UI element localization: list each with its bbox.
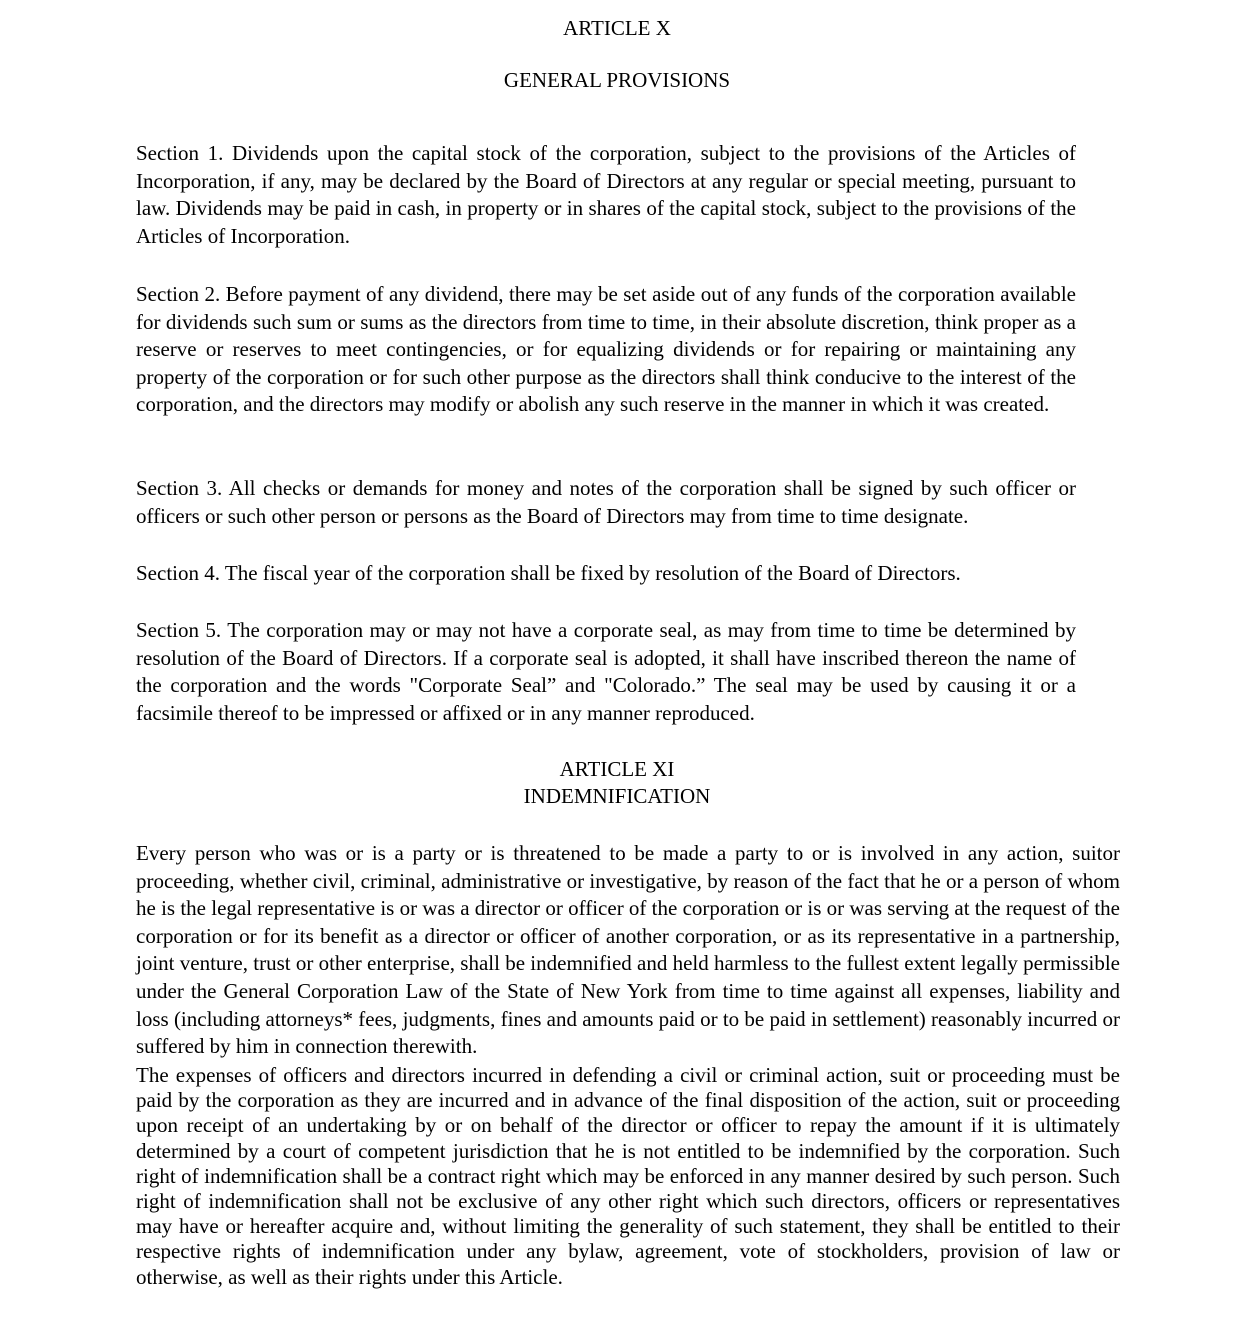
- section-4-paragraph: Section 4. The fiscal year of the corporation shall be fixed by resolution of the Board of Directors.: [136, 561, 961, 585]
- section-2-paragraph: Section 2. Before payment of any dividend, there may be set aside out of any funds of the corporation available for dividends such sum or sums as the directors from time to time, in their absolute discretion, think proper as a reserve or reserves to meet contingencies, or for equalizing dividends or for repairing or maintaining any property of the corporation or for such other purpose as the directors shall think conducive to the interest of the corporation, and the directors may modify or abolish any such reserve in the manner in which it was created.: [136, 282, 1076, 417]
- article-xi-title: ARTICLE XI: [559, 757, 675, 781]
- indemnification-paragraph-part-1: Every person who was or is a party or is threatened to be made a party to or is involved in any action, suitor proceeding, whether civil, criminal, administrative or investigative, by reason of the fact that he or a person of whom he is the legal representative is or was a director or officer of the corporation or is or was serving at the request of the corporation or for its benefit as a director or officer of another corporation, or as its representative in a partnership, joint venture, trust or other enterprise, shall be indemnified and held harmless to the fullest extent legally permissible under the General Corporation Law of the State of New York from time to time against all expenses, liability and loss (including attorneys* fees, judgments, fines and amounts paid or to be paid in settlement) reasonably incurred or suffered by him in connection therewith.: [136, 841, 1120, 1059]
- indemnification-paragraph-part-2: The expenses of officers and directors incurred in defending a civil or criminal action, suit or proceeding must be paid by the corporation as they are incurred and in advance of the final disposition of the action, suit or proceeding upon receipt of an undertaking by or on behalf of the director or officer to repay the amount if it is ultimately determined by a court of competent jurisdiction that he is not entitled to be indemnified by the corporation. Such right of indemnification shall be a contract right which may be enforced in any manner desired by such person. Such right of indemnification shall not be exclusive of any other right which such directors, officers or representatives may have or hereafter acquire and, without limiting the generality of such statement, they shall be entitled to their respective rights of indemnification under any bylaw, agreement, vote of stockholders, provision of law or otherwise, as well as their rights under this Article.: [136, 1063, 1120, 1289]
- article-xi-subtitle: INDEMNIFICATION: [523, 784, 711, 808]
- article-x-title: ARTICLE X: [563, 16, 671, 40]
- section-5-paragraph: Section 5. The corporation may or may not have a corporate seal, as may from time to time be determined by resolution of the Board of Directors. If a corporate seal is adopted, it shall have inscribed thereon the name of the corporation and the words "Corporate Seal” and "Colorado.” The seal may be used by causing it or a facsimile thereof to be impressed or affixed or in any manner reproduced.: [136, 618, 1076, 725]
- article-x-subtitle: GENERAL PROVISIONS: [503, 68, 731, 92]
- section-1-paragraph: Section 1. Dividends upon the capital stock of the corporation, subject to the provisions of the Articles of Incorporation, if any, may be declared by the Board of Directors at any regular or special meeting, pursuant to law. Dividends may be paid in cash, in property or in shares of the capital stock, subject to the provisions of the Articles of Incorporation.: [136, 141, 1076, 248]
- section-3-paragraph: Section 3. All checks or demands for money and notes of the corporation shall be signed by such officer or officers or such other person or persons as the Board of Directors may from time to time designate.: [136, 476, 1076, 528]
